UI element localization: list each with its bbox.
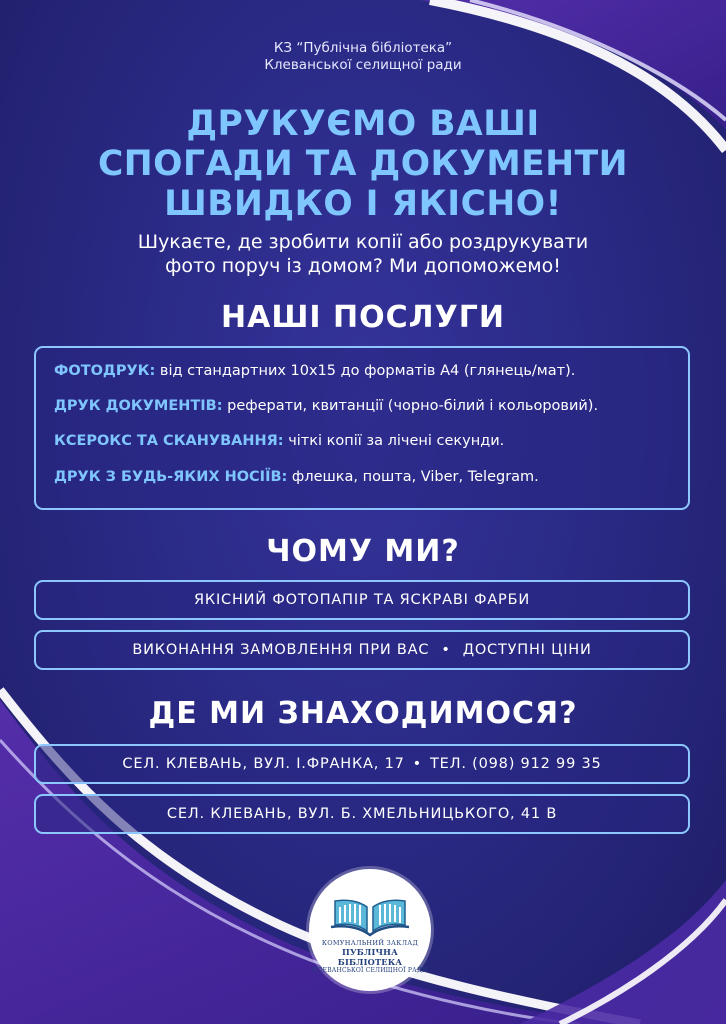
address-1a-text: СЕЛ. КЛЕВАНЬ, ВУЛ. І.ФРАНКА, 17: [122, 756, 405, 772]
services-box: [34, 346, 690, 510]
service-text: реферати, квитанції (чорно-білий і кольоровий).: [222, 398, 599, 415]
bullet-separator: •: [412, 756, 423, 772]
headline-line-2: СПОГАДИ ТА ДОКУМЕНТИ: [97, 144, 629, 184]
subtitle: [0, 230, 726, 278]
why-item-1-text: ЯКІСНИЙ ФОТОПАПІР ТА ЯСКРАВІ ФАРБИ: [193, 592, 530, 608]
subtitle-line-2: фото поруч із домом? Ми допоможемо!: [165, 255, 561, 277]
headline-line-3: ШВИДКО І ЯКІСНО!: [164, 184, 562, 224]
why-title: ЧОМУ МИ?: [266, 534, 460, 569]
library-logo: [309, 869, 431, 991]
logo-line-1: КОМУНАЛЬНИЙ ЗАКЛАД: [321, 939, 419, 947]
service-item: [54, 468, 688, 486]
address-2-text: СЕЛ. КЛЕВАНЬ, ВУЛ. Б. ХМЕЛЬНИЦЬКОГО, 41 В: [166, 806, 558, 822]
subtitle-line-1: Шукаєте, де зробити копії або роздрукувати: [137, 231, 589, 253]
organization-name: [0, 40, 726, 74]
why-item-2a-text: ВИКОНАННЯ ЗАМОВЛЕННЯ ПРИ ВАС: [132, 642, 430, 658]
service-key: ДРУК ДОКУМЕНТІВ:: [54, 398, 223, 415]
headline: [0, 104, 726, 224]
org-line-2: Клеванської селищної ради: [264, 57, 462, 73]
phone-text: ТЕЛ. (098) 912 99 35: [430, 756, 602, 772]
org-line-1: КЗ “Публічна бібліотека”: [273, 40, 453, 56]
services-title: НАШІ ПОСЛУГИ: [221, 300, 505, 335]
logo-line-2: ПУБЛІЧНА БІБЛІОТЕКА: [337, 947, 403, 967]
why-item-2b-text: ДОСТУПНІ ЦІНИ: [462, 642, 592, 658]
service-key: КСЕРОКС ТА СКАНУВАННЯ:: [54, 433, 284, 450]
bullet-separator: •: [441, 642, 451, 658]
service-key: ФОТОДРУК:: [54, 363, 156, 379]
service-item: [54, 432, 688, 450]
logo-text: [309, 939, 431, 975]
service-item: [54, 397, 688, 415]
service-text: чіткі копії за лічені секунди.: [283, 433, 505, 450]
location-title: ДЕ МИ ЗНАХОДИМОСЯ?: [148, 696, 578, 731]
why-item-1: [34, 580, 690, 620]
address-1: [34, 744, 690, 784]
address-2: [34, 794, 690, 834]
service-text: флешка, пошта, Viber, Telegram.: [287, 468, 539, 485]
headline-line-1: ДРУКУЄМО ВАШІ: [186, 104, 540, 144]
service-text: від стандартних 10х15 до форматів А4 (глянець/мат).: [155, 363, 576, 379]
logo-line-3: КЛЕВАНСЬКОЇ СЕЛИЩНОЇ РАДИ: [312, 967, 428, 974]
service-key: ДРУК З БУДЬ-ЯКИХ НОСІЇВ:: [54, 468, 288, 485]
service-item: [54, 362, 688, 380]
why-item-2: [34, 630, 690, 670]
